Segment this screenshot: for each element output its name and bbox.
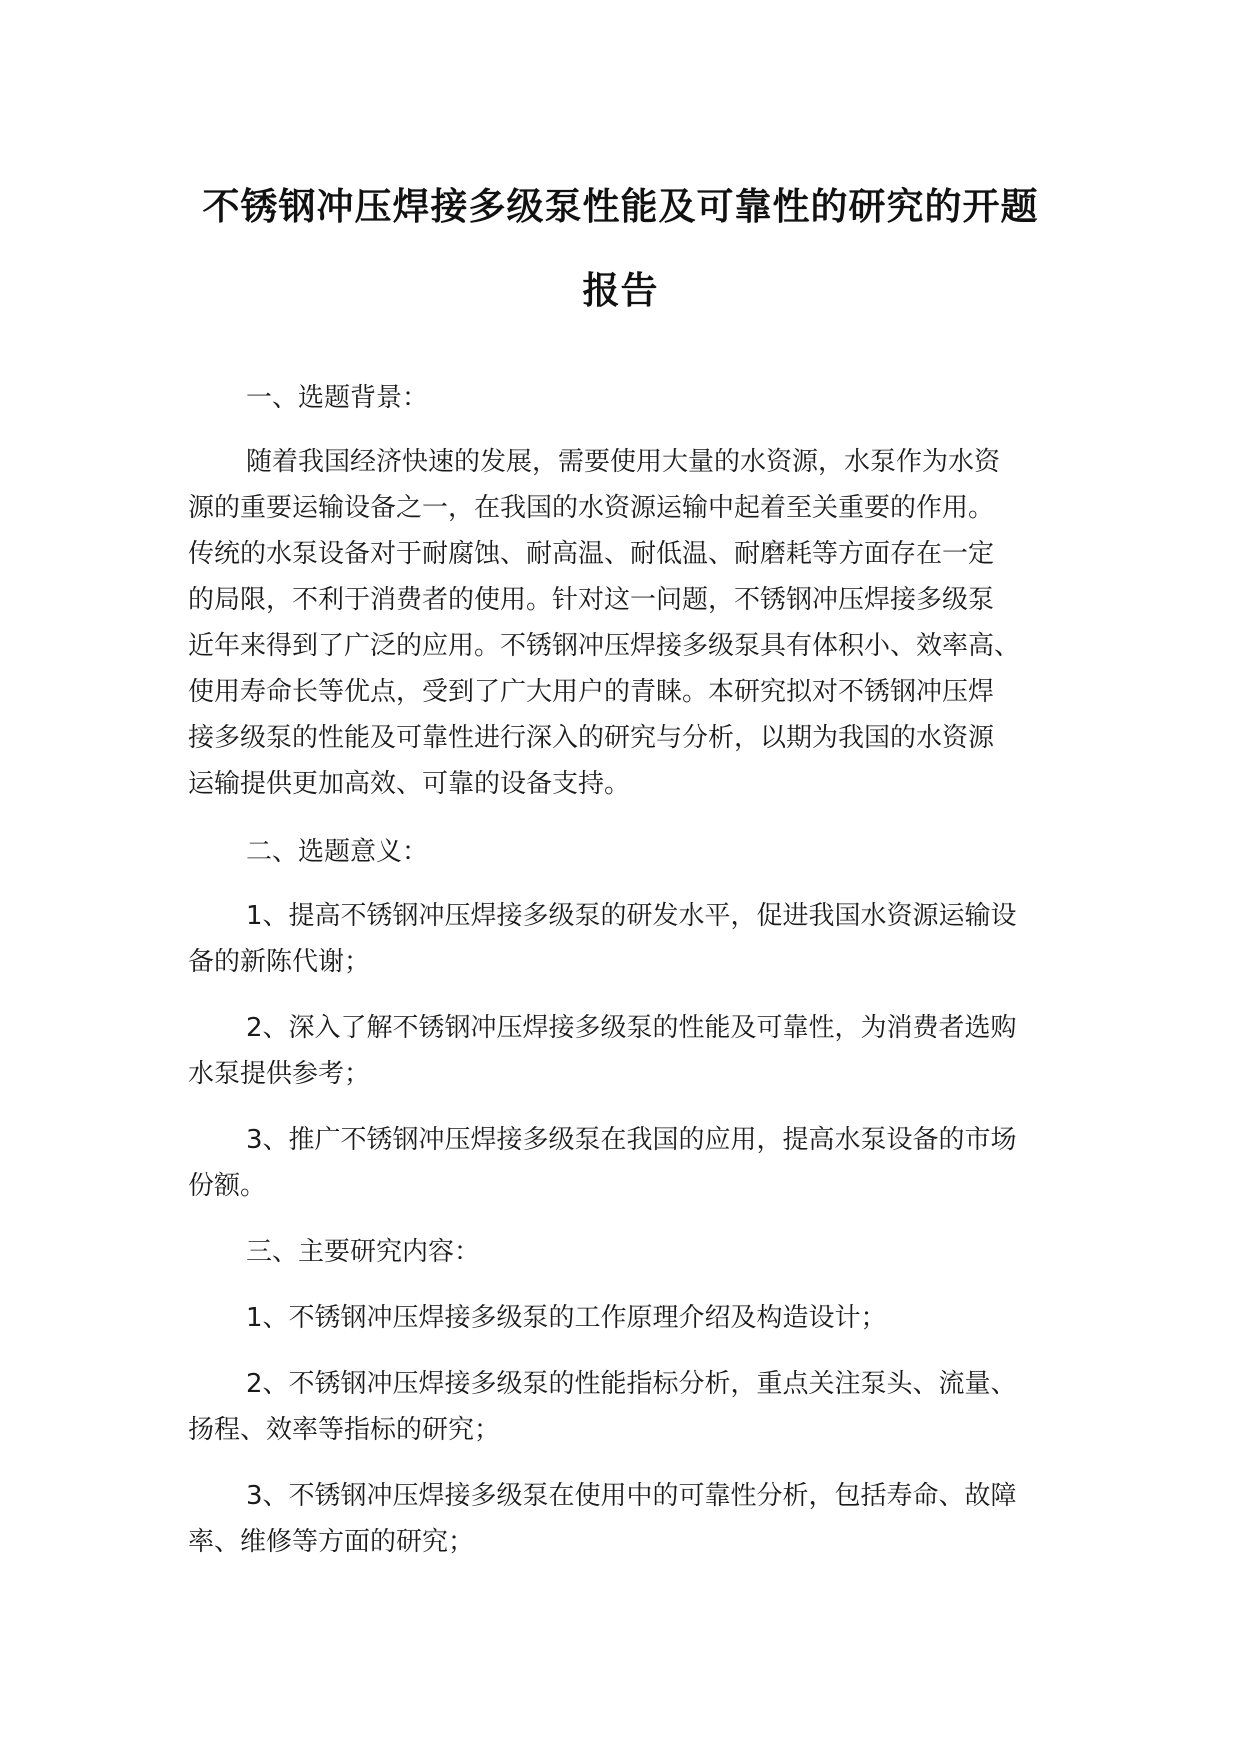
paragraph-line: 接多级泵的性能及可靠性进行深入的研究与分析，以期为我国的水资源 bbox=[188, 723, 995, 753]
paragraph-line: 随着我国经济快速的发展，需要使用大量的水资源，水泵作为水资 bbox=[246, 447, 1001, 477]
paragraph-line: 使用寿命长等优点，受到了广大用户的青睐。本研究拟对不锈钢冲压焊 bbox=[188, 677, 995, 707]
list-item-line: 率、维修等方面的研究； bbox=[188, 1527, 475, 1557]
section-heading-significance: 二、选题意义： bbox=[246, 837, 429, 867]
list-item-line: 份额。 bbox=[188, 1171, 267, 1201]
list-item-line: 1、提高不锈钢冲压焊接多级泵的研发水平，促进我国水资源运输设 bbox=[246, 901, 1017, 931]
paragraph-line: 的局限，不利于消费者的使用。针对这一问题，不锈钢冲压焊接多级泵 bbox=[188, 585, 995, 615]
document-title-line-1: 不锈钢冲压焊接多级泵性能及可靠性的研究的开题 bbox=[202, 185, 1039, 228]
list-item-line: 2、不锈钢冲压焊接多级泵的性能指标分析，重点关注泵头、流量、 bbox=[246, 1369, 1017, 1399]
list-item-line: 备的新陈代谢； bbox=[188, 947, 371, 977]
paragraph-line: 运输提供更加高效、可靠的设备支持。 bbox=[188, 769, 631, 799]
paragraph-line: 近年来得到了广泛的应用。不锈钢冲压焊接多级泵具有体积小、效率高、 bbox=[188, 631, 1021, 661]
section-heading-background: 一、选题背景： bbox=[246, 383, 429, 413]
list-item-line: 1、不锈钢冲压焊接多级泵的工作原理介绍及构造设计； bbox=[246, 1303, 887, 1333]
document-title-line-2: 报告 bbox=[582, 269, 659, 312]
list-item-line: 3、推广不锈钢冲压焊接多级泵在我国的应用，提高水泵设备的市场 bbox=[246, 1125, 1017, 1155]
list-item-line: 扬程、效率等指标的研究； bbox=[188, 1415, 501, 1445]
paragraph-line: 传统的水泵设备对于耐腐蚀、耐高温、耐低温、耐磨耗等方面存在一定 bbox=[188, 539, 995, 569]
section-heading-research-content: 三、主要研究内容： bbox=[246, 1237, 481, 1267]
list-item-line: 水泵提供参考； bbox=[188, 1059, 371, 1089]
list-item-line: 3、不锈钢冲压焊接多级泵在使用中的可靠性分析，包括寿命、故障 bbox=[246, 1481, 1017, 1511]
list-item-line: 2、深入了解不锈钢冲压焊接多级泵的性能及可靠性，为消费者选购 bbox=[246, 1013, 1017, 1043]
paragraph-line: 源的重要运输设备之一，在我国的水资源运输中起着至关重要的作用。 bbox=[188, 493, 995, 523]
